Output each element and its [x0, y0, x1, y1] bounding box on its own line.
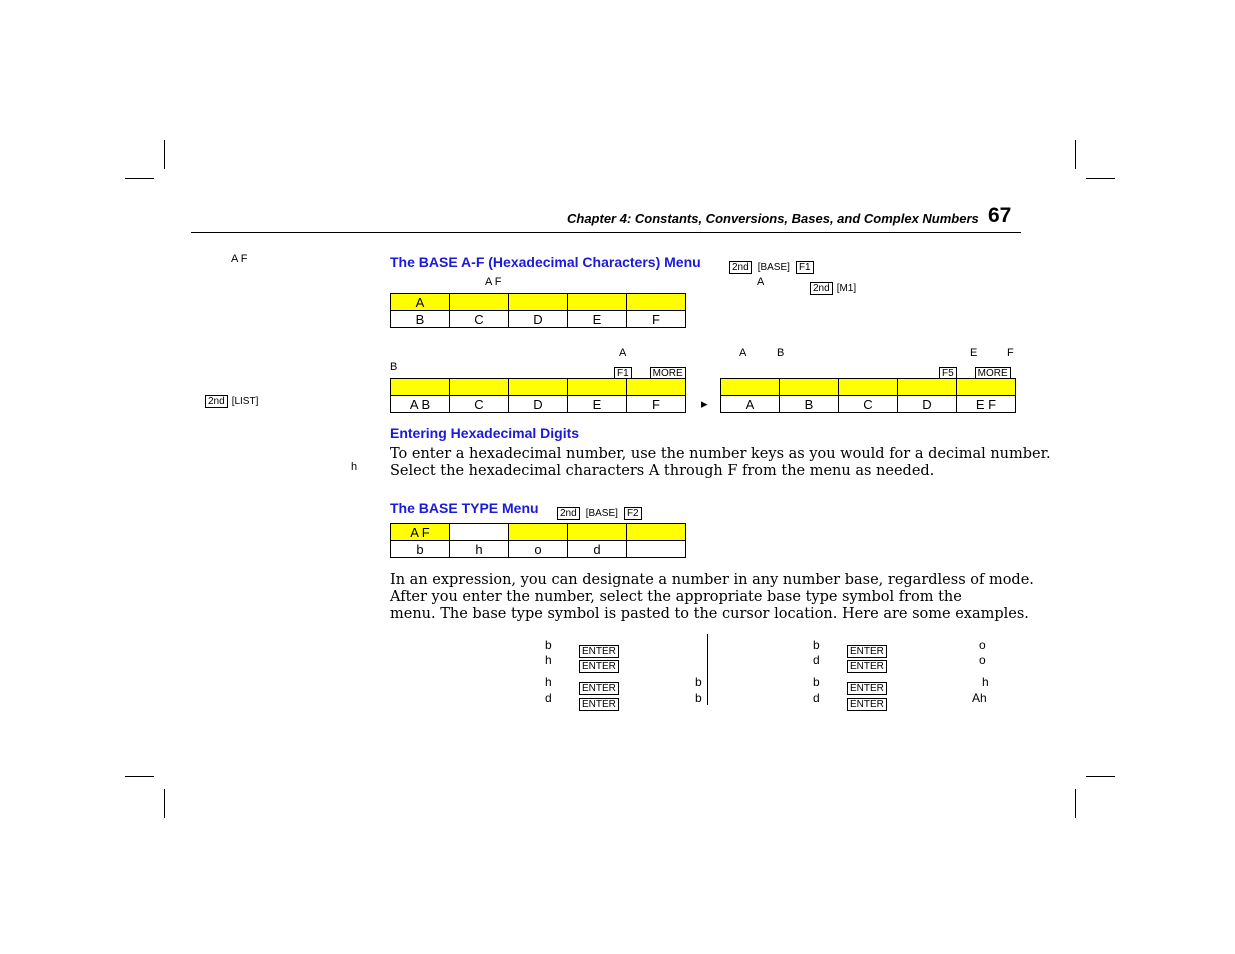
menu-item[interactable]: D: [509, 396, 568, 413]
menu-caption: E: [970, 347, 978, 359]
menu-base-af: [390, 293, 686, 328]
section-heading: The BASE TYPE Menu: [390, 500, 539, 516]
menu-item[interactable]: [568, 379, 627, 396]
menu-item[interactable]: C: [450, 396, 509, 413]
menu-item[interactable]: d: [568, 541, 627, 558]
menu-item[interactable]: A F: [391, 524, 450, 541]
menu-item[interactable]: B: [391, 311, 450, 328]
example-sym: d: [545, 691, 552, 705]
body-text: After you enter the number, select the appropriate base type symbol from the: [390, 589, 962, 605]
menu-caption: F: [1007, 347, 1014, 359]
menu-item[interactable]: F: [627, 396, 686, 413]
section-heading: Entering Hexadecimal Digits: [390, 425, 580, 441]
example-sym: h: [545, 675, 552, 689]
crop-mark: [164, 789, 165, 818]
menu-item[interactable]: [898, 379, 957, 396]
key-enter: ENTER: [847, 692, 891, 711]
key-enter: ENTER: [579, 692, 623, 711]
key-enter: ENTER: [847, 639, 891, 658]
menu-item[interactable]: D: [898, 396, 957, 413]
key-f1: F1: [796, 261, 814, 274]
example-result: b: [695, 691, 702, 705]
key-enter: ENTER: [847, 654, 891, 673]
crop-mark: [1075, 140, 1076, 169]
menu-item[interactable]: A B: [391, 396, 450, 413]
menu-base-af-page2: [720, 378, 1016, 413]
menu-item[interactable]: C: [839, 396, 898, 413]
menu-item[interactable]: [509, 294, 568, 311]
body-text: menu. The base type symbol is pasted to the cursor location. Here are some examples.: [390, 606, 1029, 622]
crop-mark: [1086, 178, 1115, 179]
menu-caption: A: [619, 347, 627, 359]
crop-mark: [1075, 789, 1076, 818]
example-sym: d: [813, 691, 820, 705]
menu-item[interactable]: [450, 524, 509, 541]
menu-caption: A F: [485, 276, 502, 288]
crop-mark: [164, 140, 165, 169]
key-base: [BASE]: [585, 508, 618, 519]
key-m1: [M1]: [836, 283, 857, 294]
menu-item[interactable]: o: [509, 541, 568, 558]
key-enter: ENTER: [579, 639, 623, 658]
example-sym: d: [813, 653, 820, 667]
key-2nd: 2nd: [729, 261, 752, 274]
key-2nd: 2nd: [557, 507, 580, 520]
example-result: h: [982, 675, 989, 689]
examples-divider: [707, 634, 708, 705]
menu-item[interactable]: [721, 379, 780, 396]
menu-item[interactable]: [568, 294, 627, 311]
example-result: Ah: [972, 691, 987, 705]
key-enter: ENTER: [847, 676, 891, 695]
menu-item[interactable]: [627, 524, 686, 541]
menu-item[interactable]: [780, 379, 839, 396]
menu-item[interactable]: B: [780, 396, 839, 413]
key-enter: ENTER: [579, 676, 623, 695]
menu-item[interactable]: E F: [957, 396, 1016, 413]
example-sym: b: [813, 638, 820, 652]
section-heading: The BASE A-F (Hexadecimal Characters) Menu: [390, 254, 701, 270]
example-result: o: [979, 653, 986, 667]
page-number: 67: [988, 204, 1012, 227]
arrow-right-icon: ▸: [701, 396, 708, 411]
body-text: Select the hexadecimal characters A through F from the menu as needed.: [390, 463, 935, 479]
key-more: MORE: [650, 367, 686, 380]
menu-item[interactable]: [391, 379, 450, 396]
menu-item[interactable]: [627, 294, 686, 311]
key-2nd: 2nd: [810, 282, 833, 295]
menu-item[interactable]: [957, 379, 1016, 396]
key-base: [BASE]: [757, 262, 790, 273]
example-sym: b: [813, 675, 820, 689]
menu-caption: A: [757, 276, 765, 288]
example-sym: b: [545, 638, 552, 652]
example-result: o: [979, 638, 986, 652]
menu-item[interactable]: [627, 541, 686, 558]
example-sym: h: [545, 653, 552, 667]
keystroke-sequence: [557, 501, 646, 520]
header-rule: [191, 232, 1021, 233]
example-result: b: [695, 675, 702, 689]
key-more: MORE: [975, 367, 1011, 380]
crop-mark: [125, 776, 154, 777]
menu-base-type: [390, 523, 686, 558]
menu-item[interactable]: [627, 379, 686, 396]
menu-item[interactable]: [450, 379, 509, 396]
menu-caption: B: [390, 361, 398, 373]
keystroke-sequence: [810, 276, 860, 295]
key-enter: ENTER: [579, 654, 623, 673]
menu-item[interactable]: A: [721, 396, 780, 413]
key-2nd: 2nd: [205, 395, 228, 408]
key-f5: F5: [939, 367, 957, 380]
key-f2: F2: [624, 507, 642, 520]
chapter-title: Chapter 4: Constants, Conversions, Bases, and Complex Numbers: [567, 211, 979, 226]
menu-caption: B: [777, 347, 785, 359]
crop-mark: [125, 178, 154, 179]
body-text: In an expression, you can designate a number in any number base, regardless of mode.: [390, 572, 1034, 588]
menu-item[interactable]: b: [391, 541, 450, 558]
menu-item[interactable]: [509, 379, 568, 396]
menu-item[interactable]: F: [627, 311, 686, 328]
margin-note: A F: [231, 253, 248, 265]
menu-item[interactable]: E: [568, 311, 627, 328]
margin-note: [205, 389, 262, 408]
menu-item[interactable]: [450, 294, 509, 311]
menu-item[interactable]: h: [450, 541, 509, 558]
menu-item[interactable]: [568, 524, 627, 541]
key-list: [LIST]: [231, 396, 259, 407]
margin-note: h: [351, 461, 358, 473]
key-f1: F1: [614, 367, 632, 380]
menu-base-af-page1: [390, 378, 686, 413]
menu-item[interactable]: [509, 524, 568, 541]
menu-item[interactable]: C: [450, 311, 509, 328]
body-text: To enter a hexadecimal number, use the number keys as you would for a decimal number.: [390, 446, 1051, 462]
crop-mark: [1086, 776, 1115, 777]
menu-item[interactable]: D: [509, 311, 568, 328]
menu-item[interactable]: [839, 379, 898, 396]
menu-item[interactable]: E: [568, 396, 627, 413]
keystroke-sequence: [729, 255, 818, 274]
menu-caption: A: [739, 347, 747, 359]
menu-item[interactable]: A: [391, 294, 450, 311]
